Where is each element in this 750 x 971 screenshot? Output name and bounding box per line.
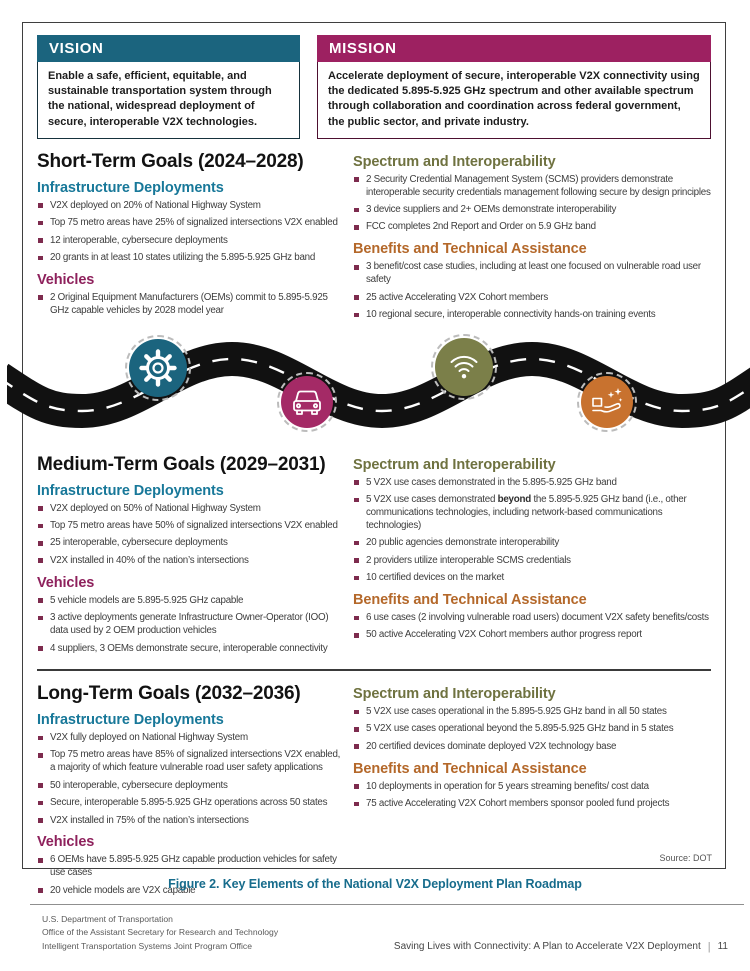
footer-divider — [30, 904, 744, 905]
bullet-item: 3 active deployments generate Infrastructure Owner-Operator (IOO) data used by 2 OEM production vehicles — [37, 612, 343, 638]
bullet-list — [353, 261, 711, 322]
footer-agency-line: U.S. Department of Transportation — [42, 914, 173, 924]
bullet-item: 20 certified devices dominate deployed V2X technology base — [353, 741, 711, 754]
bullet-item: 10 certified devices on the market — [353, 572, 711, 585]
bullet-item: 20 vehicle models are V2X capable — [37, 885, 343, 898]
bullet-list — [37, 595, 343, 656]
spectrum-interoperability-heading: Spectrum and Interoperability — [353, 153, 556, 170]
connectivity-icon-ring — [431, 334, 497, 400]
long-term-title: Long-Term Goals (2032–2036) — [37, 682, 301, 704]
vehicles-heading: Vehicles — [37, 574, 95, 591]
bullet-item: 25 interoperable, cybersecure deployments — [37, 537, 343, 550]
figure-caption: Figure 2. Key Elements of the National V2X Deployment Plan Roadmap — [168, 877, 582, 891]
bullet-item: 10 regional secure, interoperable connectivity hands-on training events — [353, 309, 711, 322]
bullet-item: Secure, interoperable 5.895-5.925 GHz operations across 50 states — [37, 797, 343, 810]
vehicles-heading: Vehicles — [37, 271, 95, 288]
spectrum-interoperability-heading: Spectrum and Interoperability — [353, 456, 556, 473]
mission-header: MISSION — [317, 35, 711, 62]
bullet-item: 50 active Accelerating V2X Cohort members author progress report — [353, 629, 711, 642]
bullet-list — [353, 477, 711, 585]
bullet-item: 75 active Accelerating V2X Cohort members sponsor pooled fund projects — [353, 798, 711, 811]
benefits-technical-assistance-heading: Benefits and Technical Assistance — [353, 760, 587, 777]
medium-term-left-column — [37, 453, 343, 660]
medium-term-right-column — [353, 453, 711, 660]
short-term-right-column — [353, 150, 711, 327]
bullet-item: V2X deployed on 20% of National Highway System — [37, 200, 343, 213]
vision-mission-row — [37, 35, 711, 139]
benefits-icon-ring — [577, 372, 637, 432]
vehicles-heading: Vehicles — [37, 834, 95, 851]
bullet-item: 5 V2X use cases operational in the 5.895-5.925 GHz band in all 50 states — [353, 706, 711, 719]
bullet-item: 25 active Accelerating V2X Cohort members — [353, 292, 711, 305]
footer-document-title: Saving Lives with Connectivity: A Plan to Accelerate V2X Deployment — [393, 941, 701, 953]
footer-agency-line: Intelligent Transportation Systems Joint Program Office — [42, 940, 253, 951]
bullet-item: V2X fully deployed on National Highway System — [37, 732, 343, 745]
bullet-item: Top 75 metro areas have 85% of signalized intersections V2X enabled, a majority of which feature vulnerable road user safety applications — [37, 749, 343, 775]
bullet-item: 2 Original Equipment Manufacturers (OEMs) commit to 5.895-5.925 GHz capable vehicles by 2028 model year — [37, 292, 343, 318]
bullet-list — [353, 174, 711, 235]
vision-box — [37, 35, 300, 139]
short-term-title: Short-Term Goals (2024–2028) — [37, 150, 304, 172]
gear-icon-ring — [125, 335, 191, 401]
bullet-item: 20 public agencies demonstrate interoperability — [353, 537, 711, 550]
bullet-item: 3 device suppliers and 2+ OEMs demonstrate interoperability — [353, 204, 711, 217]
bullet-item: 20 grants in at least 10 states utilizing the 5.895-5.925 GHz band — [37, 252, 343, 265]
mission-body: Accelerate deployment of secure, interoperable V2X connectivity using the dedicated 5.895-5.925 GHz spectrum and other available spectrum through collaboration and coordination across federal government, the public sector, and private industry. — [317, 62, 711, 139]
benefits-technical-assistance-heading: Benefits and Technical Assistance — [353, 592, 587, 609]
bullet-item: 3 benefit/cost case studies, including at least one focused on vulnerable road user safety — [353, 261, 711, 287]
footer-document-info — [394, 941, 728, 953]
bullet-item: V2X deployed on 50% of National Highway System — [37, 503, 343, 516]
bullet-item: 5 vehicle models are 5.895-5.925 GHz capable — [37, 595, 343, 608]
bullet-item: 12 interoperable, cybersecure deployments — [37, 235, 343, 248]
spectrum-interoperability-heading: Spectrum and Interoperability — [353, 685, 556, 702]
long-term-left-column — [37, 682, 343, 902]
bullet-list — [37, 732, 343, 828]
connectivity-wifi-icon — [435, 338, 493, 396]
car-icon — [281, 376, 333, 428]
page-footer — [42, 913, 728, 953]
road-wave — [7, 330, 750, 442]
section-divider — [37, 669, 711, 671]
bullet-list — [353, 706, 711, 754]
bullet-item: 2 Security Credential Management System (SCMS) providers demonstrate interoperable security credentials management following secure by design principles — [353, 174, 711, 200]
source-label: Source: DOT — [659, 853, 712, 863]
bullet-list — [37, 503, 343, 568]
bullet-item: 5 V2X use cases demonstrated beyond the 5.895-5.925 GHz band (i.e., other communications technologies, including network-based communications technologies) — [353, 494, 711, 533]
bullet-item: 6 OEMs have 5.895-5.925 GHz capable production vehicles for safety use cases — [37, 854, 343, 880]
section-long-term-goals — [37, 682, 711, 902]
bullet-item: 5 V2X use cases operational beyond the 5.895-5.925 GHz band in 5 states — [353, 723, 711, 736]
footer-separator: | — [707, 940, 711, 953]
footer-agency-lines — [42, 913, 278, 953]
section-medium-term-goals — [37, 453, 711, 660]
short-term-left-column — [37, 150, 343, 327]
mission-box — [317, 35, 711, 139]
infrastructure-deployments-heading: Infrastructure Deployments — [37, 179, 224, 196]
car-icon-ring — [277, 372, 337, 432]
medium-term-title: Medium-Term Goals (2029–2031) — [37, 453, 326, 475]
roadmap-road-graphic — [7, 330, 750, 442]
bullet-list — [353, 781, 711, 811]
bullet-item: V2X installed in 40% of the nation’s intersections — [37, 555, 343, 568]
bullet-item: FCC completes 2nd Report and Order on 5.9 GHz band — [353, 221, 711, 234]
infrastructure-deployments-heading: Infrastructure Deployments — [37, 711, 224, 728]
long-term-right-column — [353, 682, 711, 902]
benefits-technical-assistance-heading: Benefits and Technical Assistance — [353, 241, 587, 258]
vision-header: VISION — [37, 35, 300, 62]
bullet-list — [37, 292, 343, 318]
bullet-list — [37, 200, 343, 265]
bullet-item: 4 suppliers, 3 OEMs demonstrate secure, interoperable connectivity — [37, 643, 343, 656]
bullet-item: 10 deployments in operation for 5 years streaming benefits/ cost data — [353, 781, 711, 794]
bullet-list — [353, 612, 711, 642]
infrastructure-deployments-heading: Infrastructure Deployments — [37, 482, 224, 499]
bullet-item: 6 use cases (2 involving vulnerable road users) document V2X safety benefits/costs — [353, 612, 711, 625]
bullet-item: 2 providers utilize interoperable SCMS credentials — [353, 555, 711, 568]
bullet-item: Top 75 metro areas have 50% of signalized intersections V2X enabled — [37, 520, 343, 533]
bullet-item: V2X installed in 75% of the nation’s intersections — [37, 815, 343, 828]
bullet-item: 5 V2X use cases demonstrated in the 5.895-5.925 GHz band — [353, 477, 711, 490]
bullet-item: 50 interoperable, cybersecure deployments — [37, 780, 343, 793]
footer-agency-line: Office of the Assistant Secretary for Research and Technology — [42, 927, 279, 938]
section-short-term-goals — [37, 150, 711, 327]
gear-icon — [129, 339, 187, 397]
bullet-item: Top 75 metro areas have 25% of signalized intersections V2X enabled — [37, 217, 343, 230]
benefits-hand-icon — [581, 376, 633, 428]
vision-body: Enable a safe, efficient, equitable, and sustainable transportation system through the national, widespread deployment of secure, interoperable V2X technologies. — [37, 62, 300, 139]
page-number: 11 — [717, 941, 728, 953]
